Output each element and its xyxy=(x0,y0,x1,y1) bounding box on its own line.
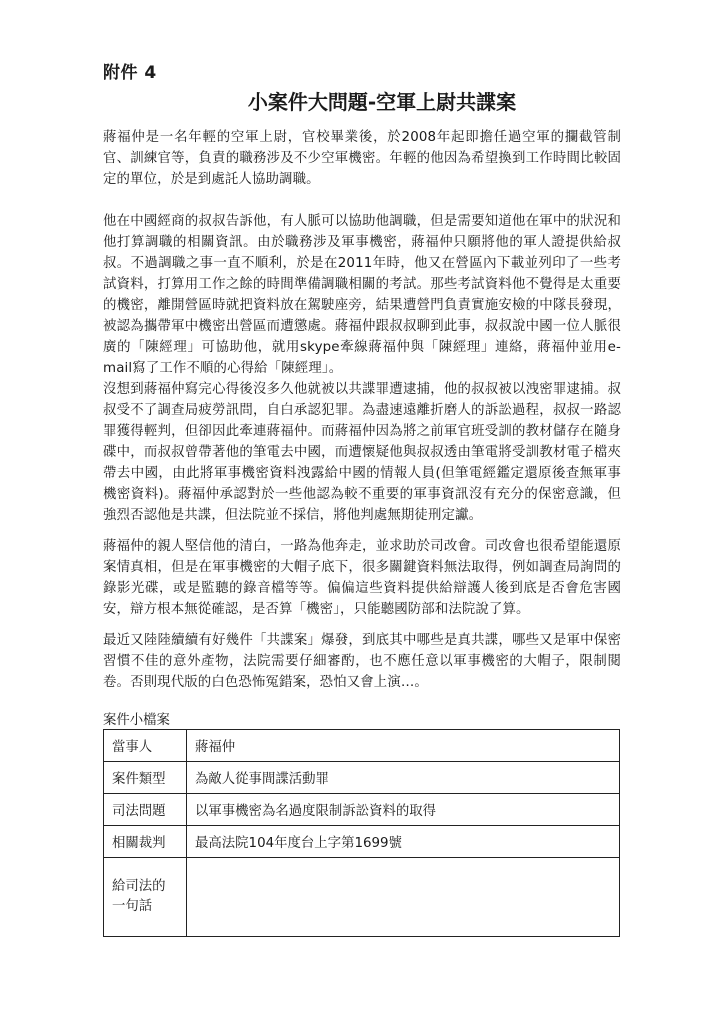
table-row-case-type xyxy=(104,762,620,794)
row-value: 最高法院104年度台上字第1699號 xyxy=(187,826,620,858)
table-row-party xyxy=(104,730,620,762)
row-label: 給司法的一句話 xyxy=(104,858,187,937)
row-value: 為敵人從事間諜活動罪 xyxy=(187,762,620,794)
table-row-message xyxy=(104,858,620,937)
paragraph-2: 他在中國經商的叔叔告訴他，有人脈可以協助他調職，但是需要知道他在軍中的狀況和他打算調職的相關資訊。由於職務涉及軍事機密，蔣福仲只願將他的軍人證提供給叔叔。不過調職之事一直不順利，於是在2011年時，他又在營區內下載並列印了一些考試資料，打算用工作之餘的時間準備調職相關的考試。那些考試資料他不覺得是太重要的機密，離開營區時就把資料放在駕駛座旁，結果遭營門負責實施安檢的中隊長發現，被認為攜帶軍中機密出營區而遭懲處。蔣福仲跟叔叔聊到此事，叔叔說中國一位人脈很廣的「陳經理」可協助他，就用skype牽線蔣福仲與「陳經理」連絡，蔣福仲並用e-mail寫了工作不順的心得給「陳經理」。 xyxy=(103,214,621,376)
case-summary-table xyxy=(103,729,620,937)
row-label: 相關裁判 xyxy=(104,826,187,858)
document-title: 小案件大問題-空軍上尉共諜案 xyxy=(247,90,517,114)
row-value: 以軍事機密為名過度限制訴訟資料的取得 xyxy=(187,794,620,826)
row-value xyxy=(187,858,620,937)
paragraph-3: 沒想到蔣福仲寫完心得後沒多久他就被以共諜罪遭逮捕，他的叔叔被以洩密罪逮捕。叔叔受不了調查局疲勞訊問，自白承認犯罪。為盡速遠離折磨人的訴訟過程，叔叔一路認罪獲得輕判，但卻因此牽連蔣福仲。而蔣福仲因為將之前軍官班受訓的教材儲存在隨身碟中，而叔叔曾帶著他的筆電去中國，而遭懷疑他與叔叔透由筆電將受訓教材電子檔夾帶去中國，由此將軍事機密資料洩露給中國的情報人員(但筆電經鑑定還原後查無軍事機密資料)。蔣福仲承認對於一些他認為較不重要的軍事資訊沒有充分的保密意識，但強烈否認他是共諜，但法院並不採信，將他判處無期徒刑定讞。 xyxy=(103,382,621,523)
paragraph-5: 最近又陸陸續續有好幾件「共諜案」爆發，到底其中哪些是真共諜，哪些又是軍中保密習慣不佳的意外產物，法院需要仔細審酌，也不應任意以軍事機密的大帽子，限制閱卷。否則現代版的白色恐怖冤錯案，恐怕又會上演…。 xyxy=(103,633,621,690)
row-label: 當事人 xyxy=(104,730,187,762)
row-label: 案件類型 xyxy=(104,762,187,794)
annex-label: 附件 4 xyxy=(103,63,157,83)
row-value: 蔣福仲 xyxy=(187,730,620,762)
paragraph-4: 蔣福仲的親人堅信他的清白，一路為他奔走，並求助於司改會。司改會也很希望能還原案情真相，但是在軍事機密的大帽子底下，很多關鍵資料無法取得，例如調查局詢問的錄影光碟，或是監聽的錄音檔等等。偏偏這些資料提供給辯護人後到底是否會危害國安，辯方根本無從確認，是否算「機密」，只能聽國防部和法院說了算。 xyxy=(103,539,621,617)
row-label: 司法問題 xyxy=(104,794,187,826)
table-row-related-ruling xyxy=(104,826,620,858)
paragraph-1: 蔣福仲是一名年輕的空軍上尉，官校畢業後，於2008年起即擔任過空軍的攔截管制官、訓練官等，負責的職務涉及不少空軍機密。年輕的他因為希望換到工作時間比較固定的單位，於是到處託人協助調職。 xyxy=(103,130,621,187)
table-row-judicial-issue xyxy=(104,794,620,826)
case-table-caption: 案件小檔案 xyxy=(103,713,170,728)
